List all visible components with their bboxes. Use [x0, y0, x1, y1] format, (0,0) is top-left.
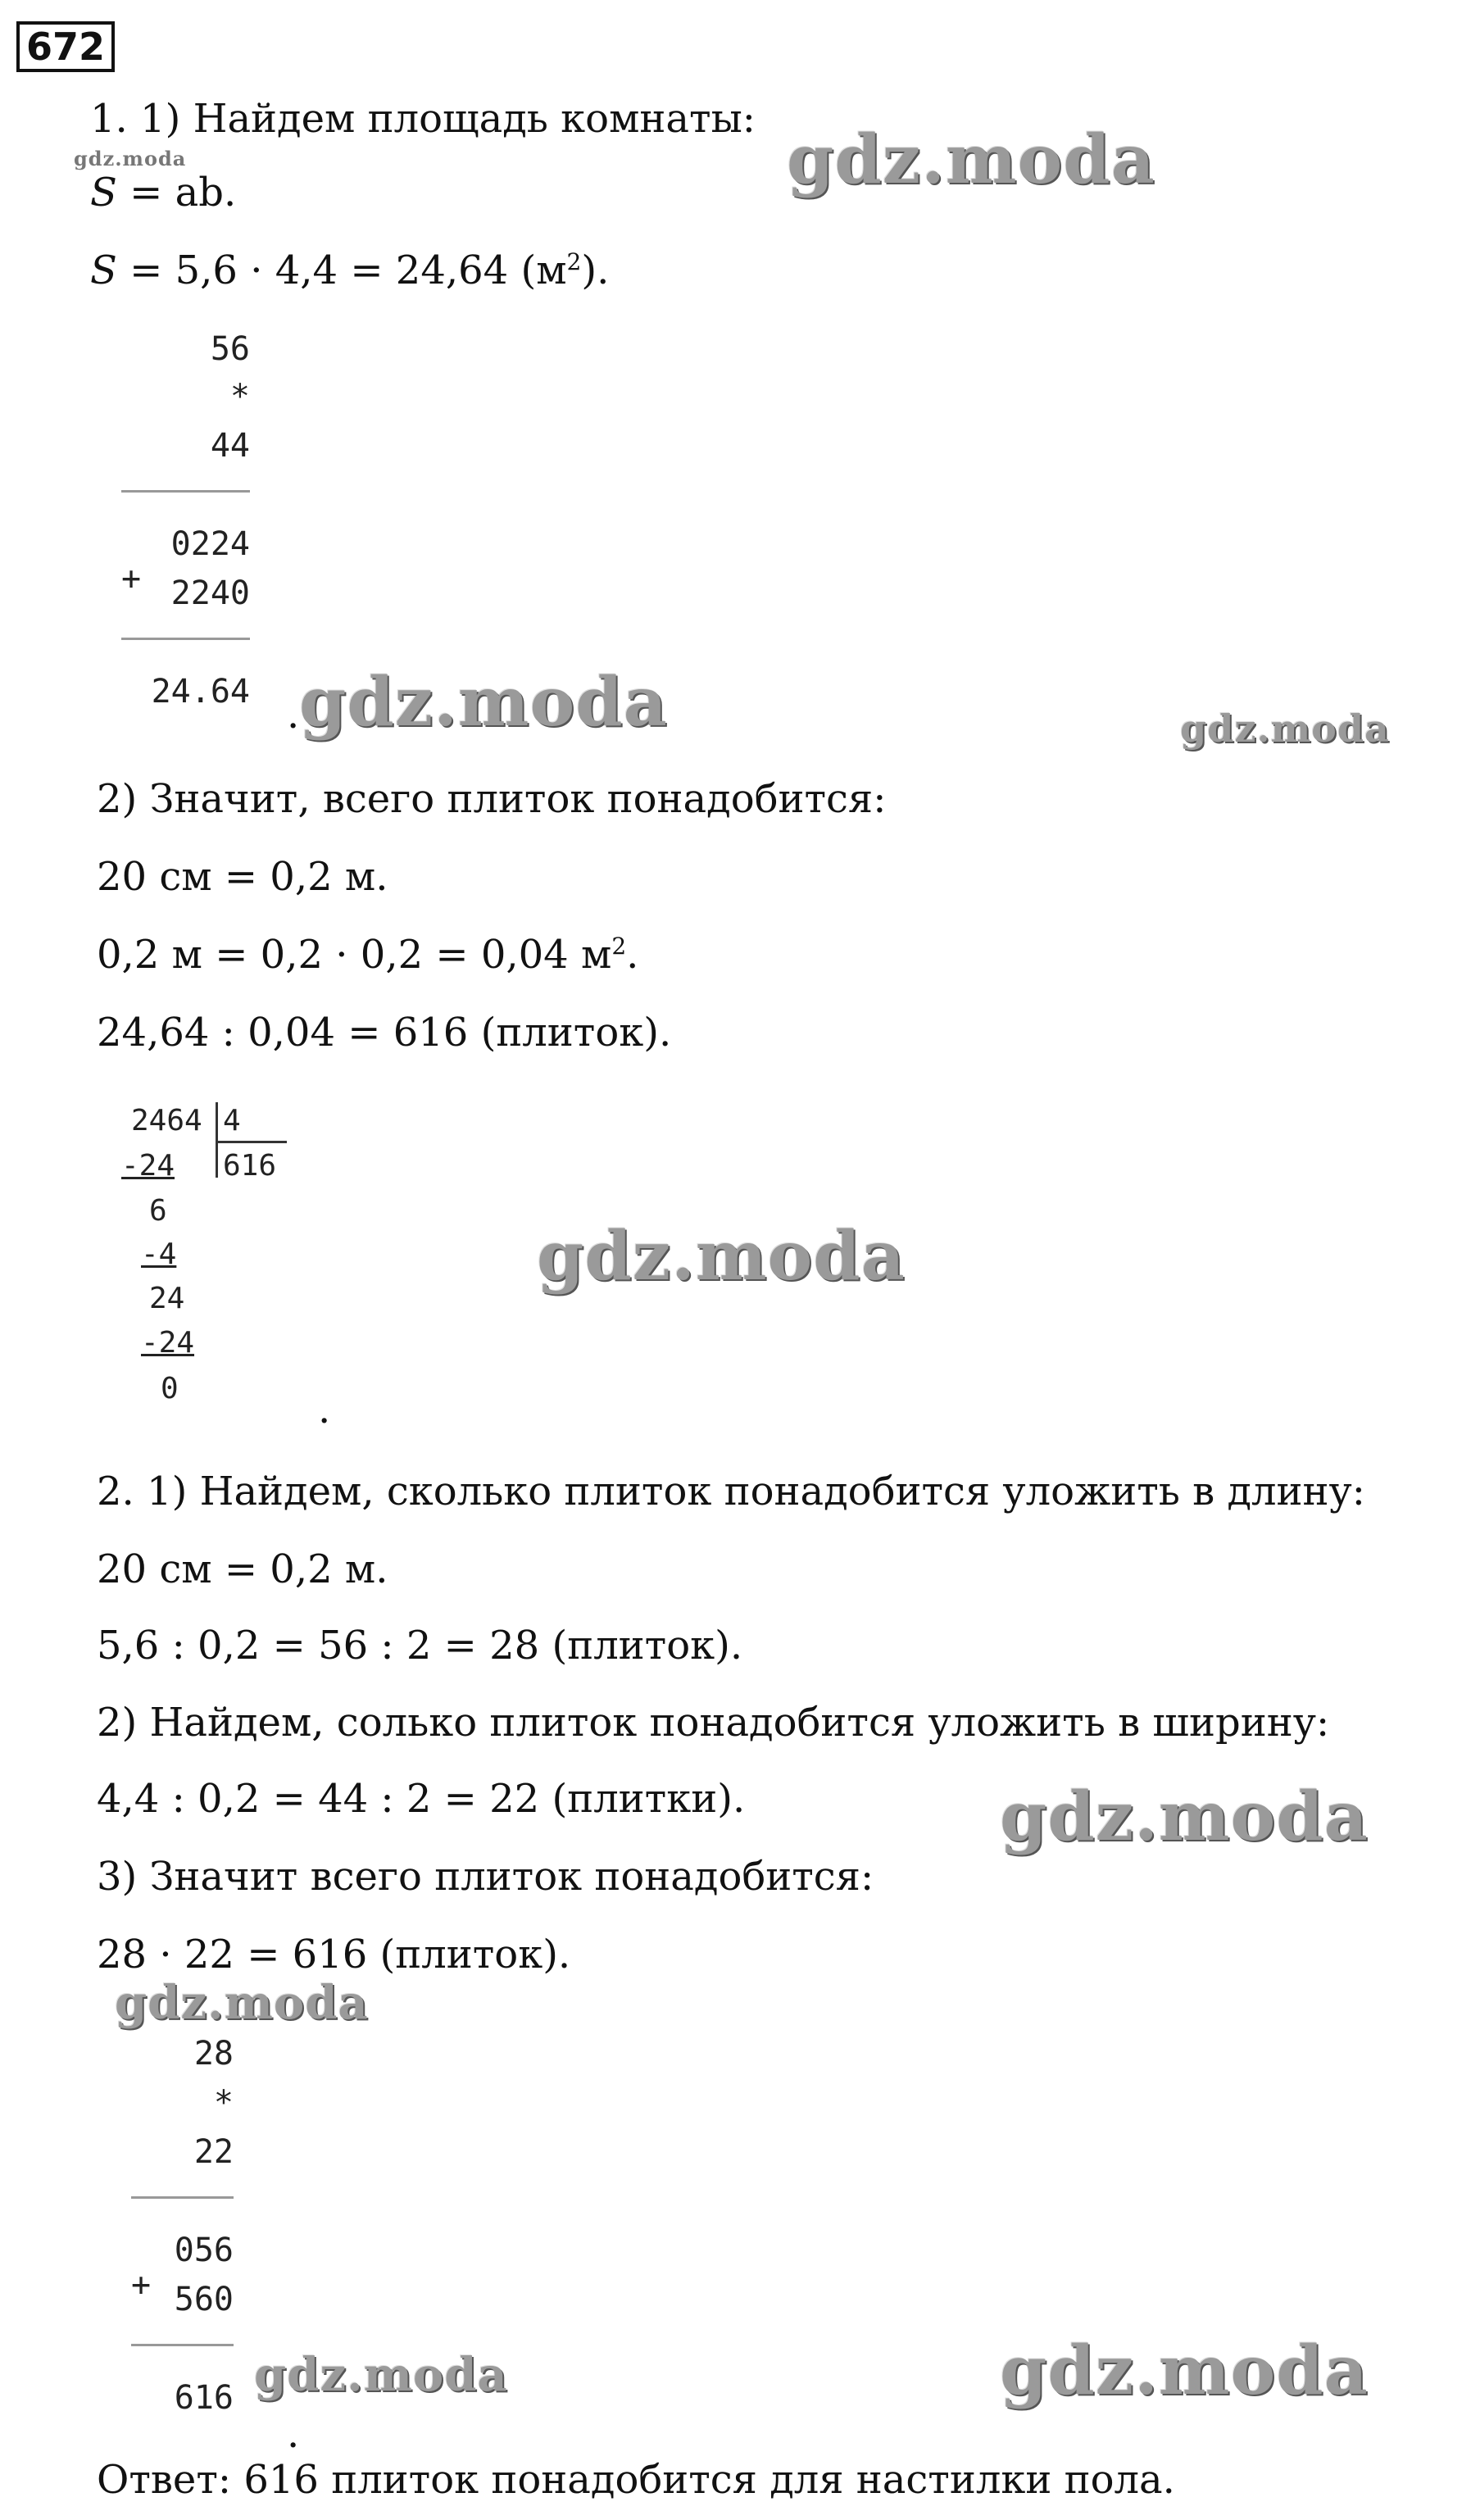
section1-heading: 1. 1) Найдем площадь комнаты:	[90, 96, 756, 142]
area-calculation: S = 5,6 · 4,4 = 24,64 $(м^2)$.	[90, 247, 610, 293]
watermark: gdz.moda	[254, 2348, 508, 2402]
mult2-line-2	[131, 2344, 234, 2346]
unit-conversion-2: 20 см = 0,2 м.	[97, 1546, 388, 1592]
mult1-factor-a: 56	[210, 330, 250, 368]
mult2-plus: +	[131, 2266, 152, 2304]
longdiv-dividend: 2464	[131, 1104, 202, 1137]
mult2-line-1	[131, 2196, 234, 2199]
longdiv-remainder-2: 24	[149, 1282, 185, 1315]
answer: Ответ: 616 плиток понадобится для настилки пола.	[97, 2457, 1175, 2503]
step2-heading: 2) Значит, всего плиток понадобится:	[97, 776, 887, 822]
mult1-line-1	[121, 490, 250, 493]
watermark-tiny: gdz.moda	[74, 147, 187, 170]
length-tiles: 5,6 : 0,2 = 56 : 2 = 28 (плиток).	[97, 1623, 743, 1669]
mult1-operator: *	[229, 378, 250, 415]
dot-marker: .	[287, 2411, 300, 2457]
mult1-plus: +	[121, 560, 142, 597]
total-tiles: 28 · 22 = 616 (плиток).	[97, 1932, 571, 1977]
tile-division: 24,64 : 0,04 = 616 (плиток).	[97, 1010, 672, 1056]
longdiv-subtract-3: -24	[141, 1326, 195, 1360]
longdiv-quotient: 616	[223, 1149, 277, 1183]
mult2-factor-a: 28	[193, 2035, 234, 2073]
watermark: gdz.moda	[115, 1976, 369, 2030]
dot-marker: .	[318, 1387, 331, 1433]
mult1-result: 24.64	[151, 673, 250, 711]
watermark: gdz.moda	[299, 663, 668, 742]
tile-area: 0,2 м = 0,2 · 0,2 = 0,04 $м^2$.	[97, 932, 639, 978]
mult1-factor-b: 44	[210, 427, 250, 465]
section2-step3: 3) Значит всего плиток понадобится:	[97, 1854, 874, 1900]
watermark: gdz.moda	[537, 1217, 906, 1296]
mult1-partial-1: 0224	[170, 525, 250, 563]
watermark: gdz.moda	[1180, 706, 1390, 751]
area-formula: S = ab.	[90, 170, 237, 216]
longdiv-remainder-3: 0	[161, 1372, 179, 1405]
mult2-partial-2: 560	[174, 2281, 234, 2318]
watermark: gdz.moda	[787, 120, 1155, 199]
mult2-operator: *	[213, 2084, 234, 2122]
longdiv-divisor: 4	[223, 1104, 241, 1137]
longdiv-horizontal-bar	[217, 1141, 287, 1143]
task-number: 672	[16, 21, 115, 72]
dot-marker: .	[287, 692, 300, 738]
longdiv-subtract-2: -4	[141, 1237, 177, 1271]
mult2-result: 616	[174, 2379, 234, 2417]
mult1-line-2	[121, 638, 250, 640]
longdiv-vertical-bar	[216, 1102, 218, 1178]
mult1-partial-2: 2240	[170, 574, 250, 612]
longdiv-remainder-1: 6	[149, 1194, 167, 1228]
watermark: gdz.moda	[1000, 1778, 1369, 1856]
watermark: gdz.moda	[1000, 2332, 1369, 2410]
mult2-partial-1: 056	[174, 2232, 234, 2269]
unit-conversion: 20 см = 0,2 м.	[97, 854, 388, 900]
longdiv-subtract-1: -24	[121, 1149, 175, 1183]
section2-step2: 2) Найдем, солько плиток понадобится уложить в ширину:	[97, 1700, 1330, 1746]
mult2-factor-b: 22	[193, 2133, 234, 2171]
width-tiles: 4,4 : 0,2 = 44 : 2 = 22 (плитки).	[97, 1776, 746, 1822]
section2-heading: 2. 1) Найдем, сколько плиток понадобится уложить в длину:	[97, 1469, 1365, 1514]
